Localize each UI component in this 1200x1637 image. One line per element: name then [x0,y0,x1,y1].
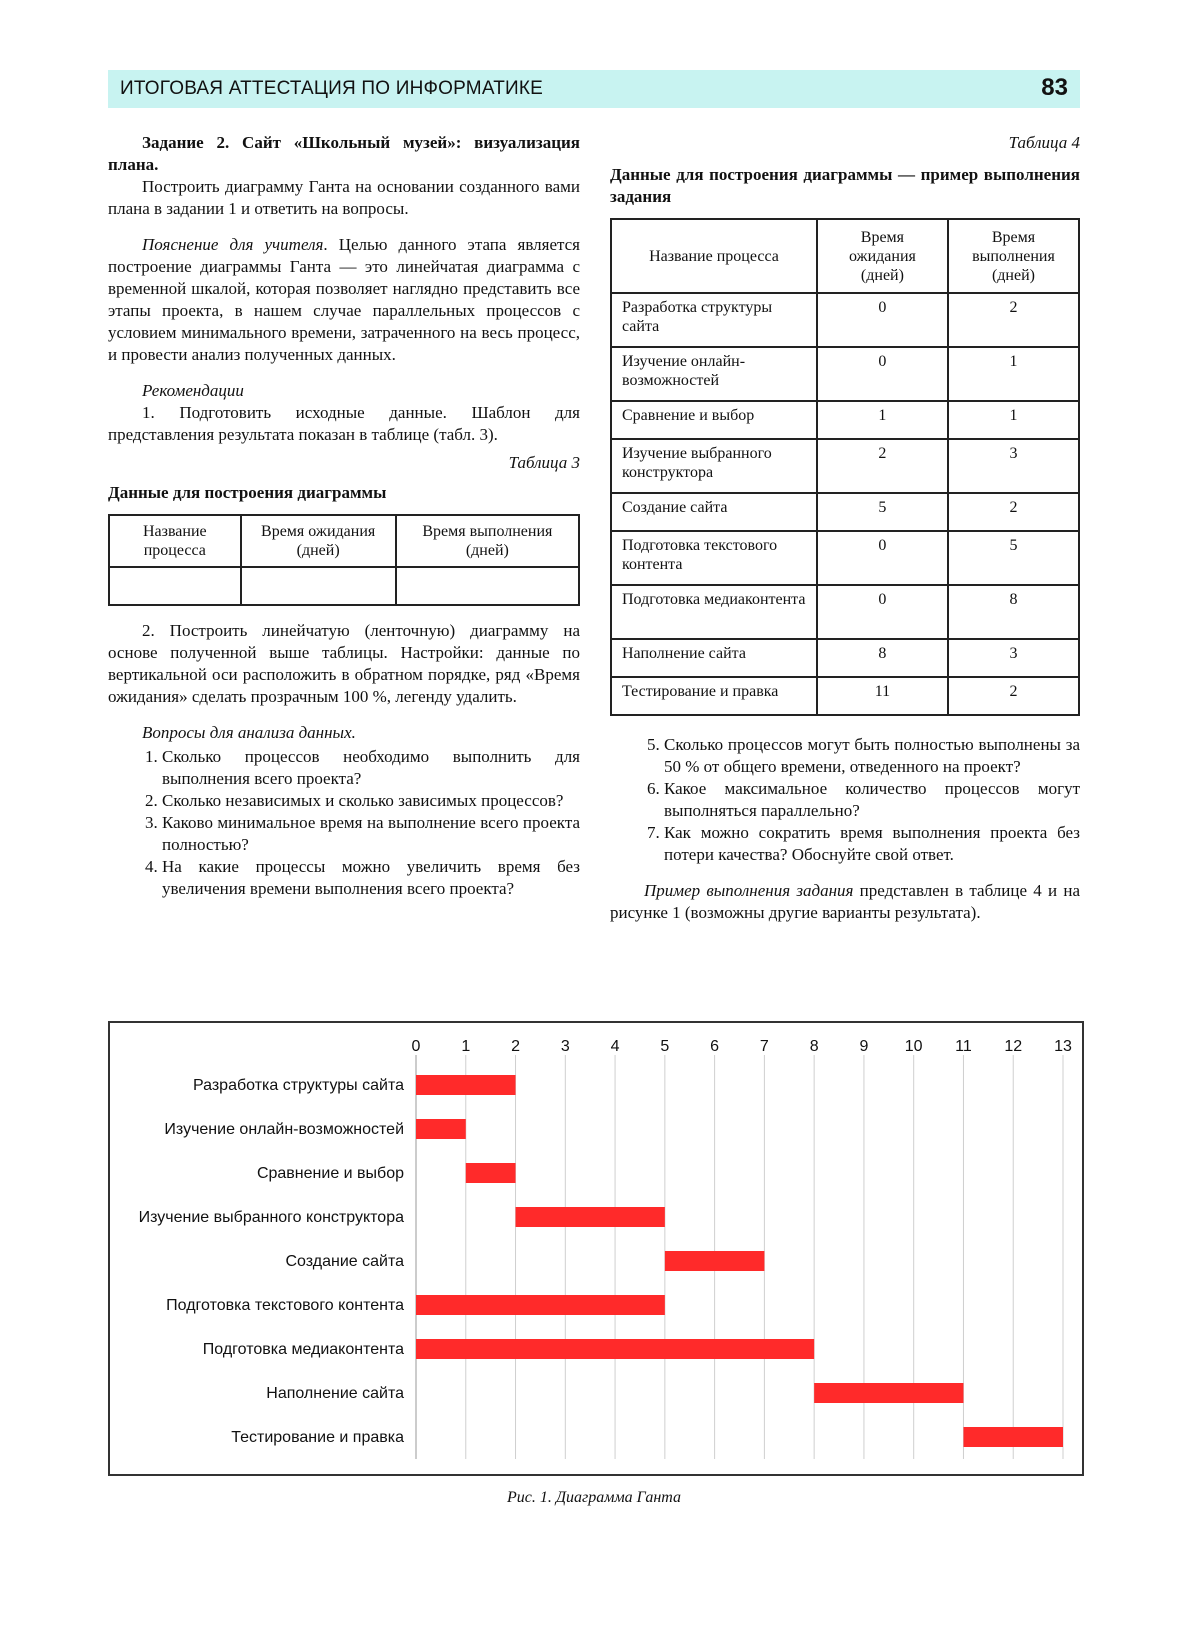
duration-bar [963,1427,1063,1447]
figure-caption: Рис. 1. Диаграмма Ганта [506,1489,682,1506]
category-label: Тестирование и правка [231,1429,404,1446]
process-name: Сравнение и выбор [611,401,817,439]
x-tick-label: 3 [560,1038,570,1055]
x-tick-label: 7 [759,1038,769,1055]
table3-caption: Таблица 3 [508,453,580,472]
x-tick-label: 10 [904,1038,923,1055]
duration-bar [416,1119,466,1139]
gantt-chart-svg [110,1023,1082,1474]
table4-header: Время выполнения (дней) [948,219,1079,293]
wait-days: 0 [817,585,948,639]
table3-header: Время ожидания (дней) [241,515,396,567]
task-title: Задание 2. Сайт «Школьный музей»: визуализация плана. [108,133,580,174]
table3-header: Время выполнения (дней) [396,515,579,567]
question-item: 3. Каково минимальное время на выполнение всего проекта полностью? [162,812,580,856]
questions-label: Вопросы для анализа данных. [142,723,356,742]
wait-days: 0 [817,347,948,401]
wait-days: 0 [817,293,948,347]
question-item: 2. Сколько независимых и сколько зависимых процессов? [162,790,580,812]
table3-title: Данные для построения диаграммы [108,483,387,502]
wait-days: 2 [817,439,948,493]
table4-title: Данные для построения диаграммы — пример выполнения задания [610,165,1080,206]
x-tick-label: 0 [411,1038,421,1055]
table4-header: Название процесса [611,219,817,293]
teacher-note-text: . Целью данного этапа является построение диаграммы Ганта — это линейчатая диаграмма с временной шкалой, которая позволяет наглядно представить все этапы проекта, в нашем случае параллельных процессов с условием минимального времени, затраченного на весь процесс, и провести анализ полученных данных. [108,235,580,364]
duration-bar [814,1383,963,1403]
question-item: 4. На какие процессы можно увеличить время без увеличения времени выполнения всего проекта? [162,856,580,900]
table3-empty-cell [109,567,241,605]
x-tick-label: 2 [511,1038,520,1055]
recommendations-label: Рекомендации [142,381,244,400]
x-tick-label: 11 [955,1038,972,1055]
question-item: 7. Как можно сократить время выполнения проекта без потери качества? Обоснуйте свой ответ. [664,822,1080,866]
process-name: Тестирование и правка [611,677,817,715]
process-name: Подготовка текстового контента [611,531,817,585]
page-number: 83 [1041,74,1068,101]
recommendation-2: 2. Построить линейчатую (ленточную) диаграмму на основе полученной выше таблицы. Настройки: данные по вертикальной оси расположить в обратном порядке, ряд «Время ожидания» сделать прозрачным 100 %, легенду удалить. [108,621,580,706]
teacher-note [108,234,580,366]
duration-bar [416,1295,665,1315]
wait-days: 5 [817,493,948,531]
header-title: ИТОГОВАЯ АТТЕСТАЦИЯ ПО ИНФОРМАТИКЕ [120,78,544,99]
exec-days: 3 [948,639,1079,677]
table3 [108,514,580,606]
x-tick-label: 12 [1004,1038,1023,1055]
category-label: Наполнение сайта [266,1385,404,1402]
wait-days: 8 [817,639,948,677]
process-name: Разработка структуры сайта [611,293,817,347]
wait-days: 1 [817,401,948,439]
duration-bar [416,1339,814,1359]
category-label: Создание сайта [285,1253,404,1270]
question-item: 1. Сколько процессов необходимо выполнить для выполнения всего проекта? [162,746,580,790]
x-tick-label: 9 [859,1038,869,1055]
category-label: Подготовка медиаконтента [202,1341,404,1358]
table4-header: Время ожидания (дней) [817,219,948,293]
process-name: Изучение выбранного конструктора [611,439,817,493]
category-label: Изучение онлайн-возможностей [164,1121,404,1138]
recommendation-1: 1. Подготовить исходные данные. Шаблон для представления результата показан в таблице (табл. 3). [108,403,580,444]
table-row [611,677,1079,715]
x-tick-label: 6 [710,1038,720,1055]
questions-list [108,746,580,900]
table-row [611,293,1079,347]
exec-days: 2 [948,677,1079,715]
task-text: Построить диаграмму Ганта на основании созданного вами плана в задании 1 и ответить на вопросы. [108,177,580,218]
exec-days: 5 [948,531,1079,585]
table4-caption: Таблица 4 [1008,133,1080,152]
category-label: Сравнение и выбор [256,1165,404,1182]
teacher-note-label: Пояснение для учителя [142,235,324,254]
example-label: Пример выполнения задания [644,881,854,900]
duration-bar [466,1163,516,1183]
category-label: Разработка структуры сайта [192,1077,404,1094]
exec-days: 3 [948,439,1079,493]
table3-empty-cell [241,567,396,605]
x-tick-label: 8 [809,1038,819,1055]
category-label: Изучение выбранного конструктора [138,1209,404,1226]
table-row [611,493,1079,531]
left-column [108,132,580,900]
duration-bar [516,1207,665,1227]
table3-header: Название процесса [109,515,241,567]
process-name: Изучение онлайн-возможностей [611,347,817,401]
x-tick-label: 5 [660,1038,670,1055]
example-text: представлен в таблице 4 и на рисунке 1 (возможны другие варианты результата). [610,881,1080,922]
table-row [611,585,1079,639]
gantt-chart [108,1021,1084,1476]
question-item: 6. Какое максимальное количество процессов могут выполняться параллельно? [664,778,1080,822]
table-row [611,347,1079,401]
table-row [611,401,1079,439]
duration-bar [665,1251,765,1271]
exec-days: 1 [948,401,1079,439]
table-row [611,639,1079,677]
process-name: Подготовка медиаконтента [611,585,817,639]
x-tick-label: 4 [610,1038,620,1055]
exec-days: 2 [948,493,1079,531]
wait-days: 11 [817,677,948,715]
duration-bar [416,1075,516,1095]
process-name: Наполнение сайта [611,639,817,677]
exec-days: 1 [948,347,1079,401]
exec-days: 2 [948,293,1079,347]
table-row [611,531,1079,585]
category-label: Подготовка текстового контента [166,1297,404,1314]
table-row [611,439,1079,493]
table4 [610,218,1080,716]
x-tick-label: 13 [1054,1038,1072,1055]
example-note [610,880,1080,924]
x-tick-label: 1 [461,1038,471,1055]
table3-empty-cell [396,567,579,605]
wait-days: 0 [817,531,948,585]
process-name: Создание сайта [611,493,817,531]
right-column [610,132,1080,924]
question-item: 5. Сколько процессов могут быть полностью выполнены за 50 % от общего времени, отведенного на проект? [664,734,1080,778]
questions-list-continued [610,734,1080,866]
exec-days: 8 [948,585,1079,639]
running-header [108,70,1080,108]
